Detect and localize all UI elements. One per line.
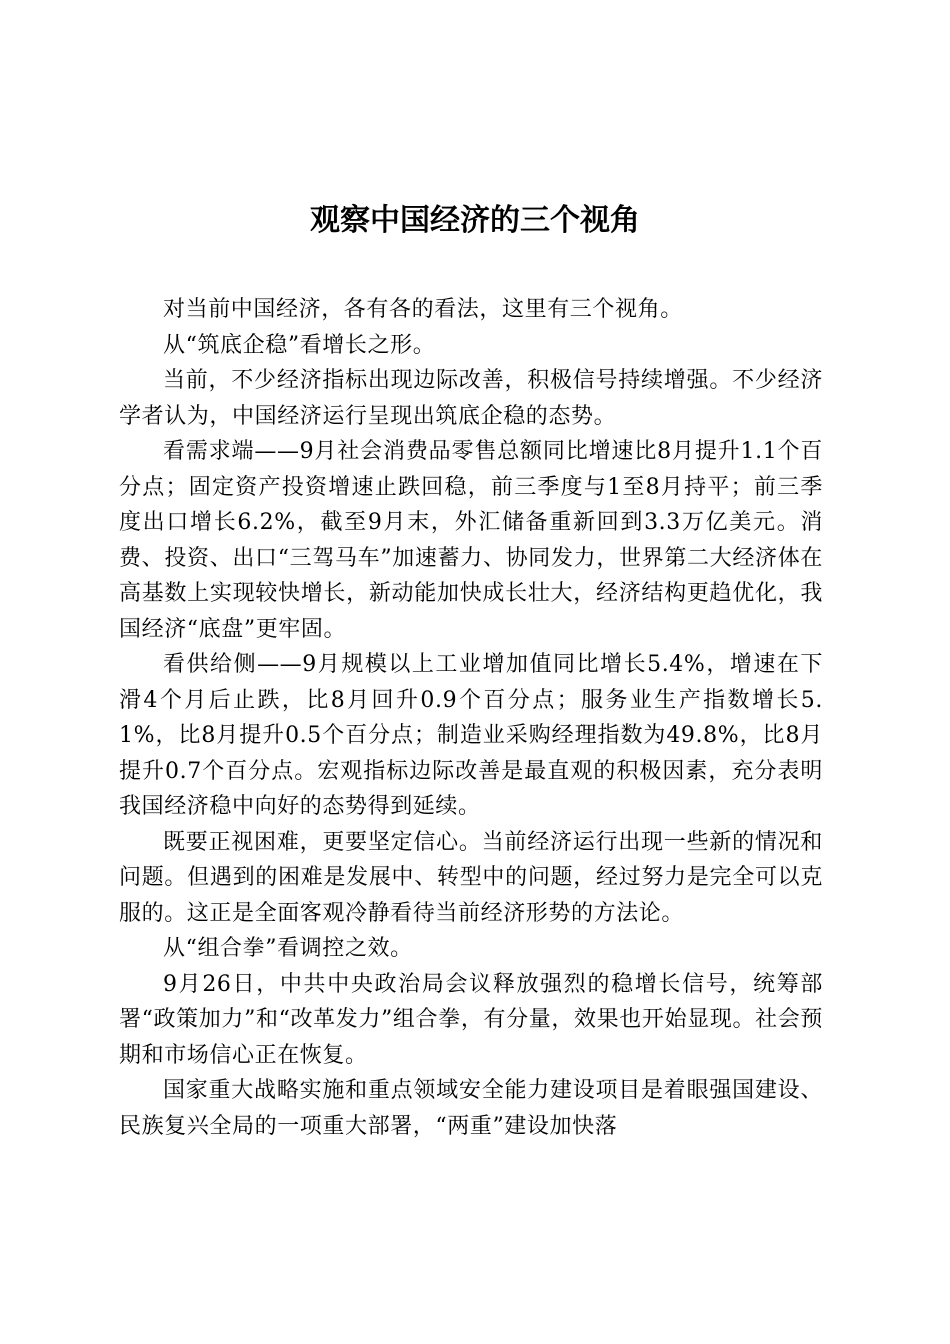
paragraph-intro: 对当前中国经济，各有各的看法，这里有三个视角。 <box>163 297 683 322</box>
paragraph-heading-policy: 从“组合拳”看调控之效。 <box>163 936 413 961</box>
document-body <box>119 292 823 1144</box>
paragraph-supply-side: 看供给侧——9月规模以上工业增加值同比增长5.4%，增速在下滑4个月后止跌，比8月回升0.9个百分点；服务业生产指数增长5.1%，比8月提升0.5个百分点；制造业采购经理指数为49.8%，比8月提升0.7个百分点。宏观指标边际改善是最直观的积极因素，充分表明我国经济稳中向好的态势得到延续。 <box>119 652 823 819</box>
paragraph-politburo-meeting: 9月26日，中共中央政治局会议释放强烈的稳增长信号，统筹部署“政策加力”和“改革发力”组合拳，有分量，效果也开始显现。社会预期和市场信心正在恢复。 <box>119 971 823 1068</box>
document-title: 观察中国经济的三个视角 <box>310 203 640 238</box>
paragraph-confidence: 既要正视困难，更要坚定信心。当前经济运行出现一些新的情况和问题。但遇到的困难是发展中、转型中的问题，经过努力是完全可以克服的。这正是全面客观冷静看待当前经济形势的方法论。 <box>119 829 823 926</box>
paragraph-major-projects: 国家重大战略实施和重点领域安全能力建设项目是着眼强国建设、民族复兴全局的一项重大部署，“两重”建设加快落 <box>119 1078 823 1139</box>
paragraph-indicators: 当前，不少经济指标出现边际改善，积极信号持续增强。不少经济学者认为，中国经济运行呈现出筑底企稳的态势。 <box>119 368 823 429</box>
paragraph-demand-side: 看需求端——9月社会消费品零售总额同比增速比8月提升1.1个百分点；固定资产投资增速止跌回稳，前三季度与1至8月持平；前三季度出口增长6.2%，截至9月末，外汇储备重新回到3.3万亿美元。消费、投资、出口“三驾马车”加速蓄力、协同发力，世界第二大经济体在高基数上实现较快增长，新动能加快成长壮大，经济结构更趋优化，我国经济“底盘”更牢固。 <box>119 439 823 642</box>
paragraph-heading-growth: 从“筑底企稳”看增长之形。 <box>163 332 436 358</box>
